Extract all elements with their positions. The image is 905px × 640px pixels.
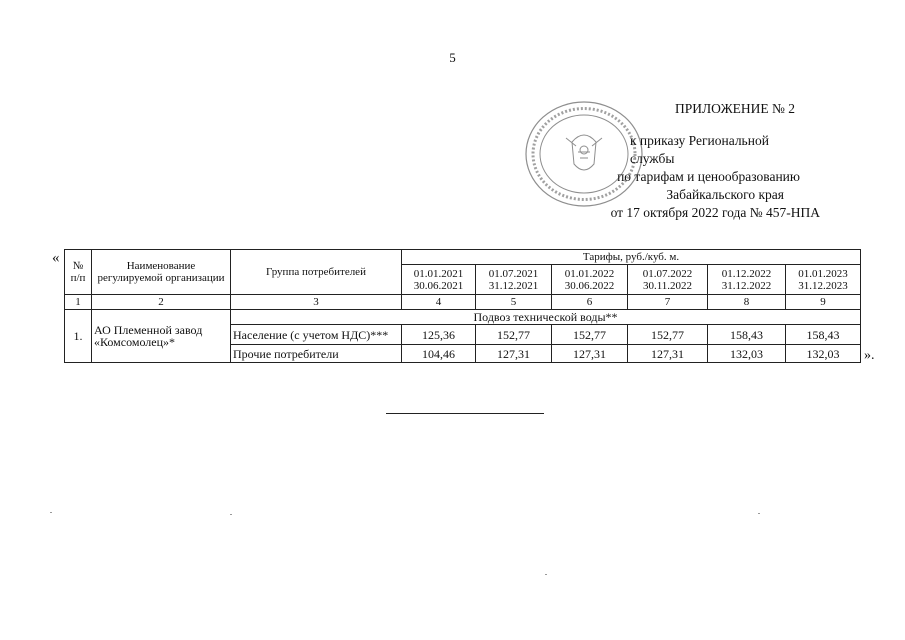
header-tariffs: Тарифы, руб./куб. м. (402, 250, 861, 265)
tariff-value: 127,31 (552, 345, 628, 363)
scan-speck (758, 513, 760, 514)
appendix-line: Забайкальского края (666, 187, 784, 202)
column-number: 1 (65, 295, 92, 310)
row-number: 1. (65, 310, 92, 363)
organization-name: АО Племенной завод «Комсомолец»* (92, 310, 231, 363)
scan-speck (50, 512, 52, 513)
appendix-header (560, 100, 850, 222)
tariff-value: 152,77 (552, 325, 628, 345)
column-number: 7 (628, 295, 708, 310)
appendix-line: от 17 октября 2022 года № 457-НПА (610, 205, 820, 220)
column-number: 5 (476, 295, 552, 310)
column-number-row (65, 295, 861, 310)
tariff-value: 132,03 (708, 345, 786, 363)
tariff-table (64, 249, 861, 363)
scan-speck (545, 574, 547, 575)
tariff-value: 158,43 (708, 325, 786, 345)
appendix-title: ПРИЛОЖЕНИЕ № 2 (675, 101, 796, 116)
section-title: Подвоз технической воды** (231, 310, 861, 325)
header-period: 01.01.2022 30.06.2022 (552, 265, 628, 295)
column-number: 6 (552, 295, 628, 310)
header-period: 01.07.2022 30.11.2022 (628, 265, 708, 295)
header-period: 01.07.2021 31.12.2021 (476, 265, 552, 295)
header-period: 01.01.2021 30.06.2021 (402, 265, 476, 295)
header-period: 01.12.2022 31.12.2022 (708, 265, 786, 295)
consumer-group: Прочие потребители (231, 345, 402, 363)
tariff-value: 104,46 (402, 345, 476, 363)
header-num: № п/п (65, 250, 92, 295)
tariff-value: 158,43 (786, 325, 861, 345)
opening-quote: « (52, 250, 60, 266)
tariff-value: 152,77 (476, 325, 552, 345)
column-number: 2 (92, 295, 231, 310)
tariff-value: 152,77 (628, 325, 708, 345)
tariff-value: 132,03 (786, 345, 861, 363)
column-number: 3 (231, 295, 402, 310)
column-number: 4 (402, 295, 476, 310)
tariff-value: 125,36 (402, 325, 476, 345)
scan-speck (230, 514, 232, 515)
tariff-value: 127,31 (476, 345, 552, 363)
column-number: 9 (786, 295, 861, 310)
page-number: 5 (449, 50, 456, 65)
appendix-line: по тарифам и ценообразованию (617, 169, 800, 184)
closing-quote: ». (864, 348, 875, 363)
appendix-line: к приказу Региональной службы (630, 133, 769, 166)
header-org: Наименование регулируемой организации (92, 250, 231, 295)
horizontal-divider (386, 413, 544, 414)
header-group: Группа потребителей (231, 250, 402, 295)
header-period: 01.01.2023 31.12.2023 (786, 265, 861, 295)
tariff-value: 127,31 (628, 345, 708, 363)
column-number: 8 (708, 295, 786, 310)
consumer-group: Население (с учетом НДС)*** (231, 325, 402, 345)
